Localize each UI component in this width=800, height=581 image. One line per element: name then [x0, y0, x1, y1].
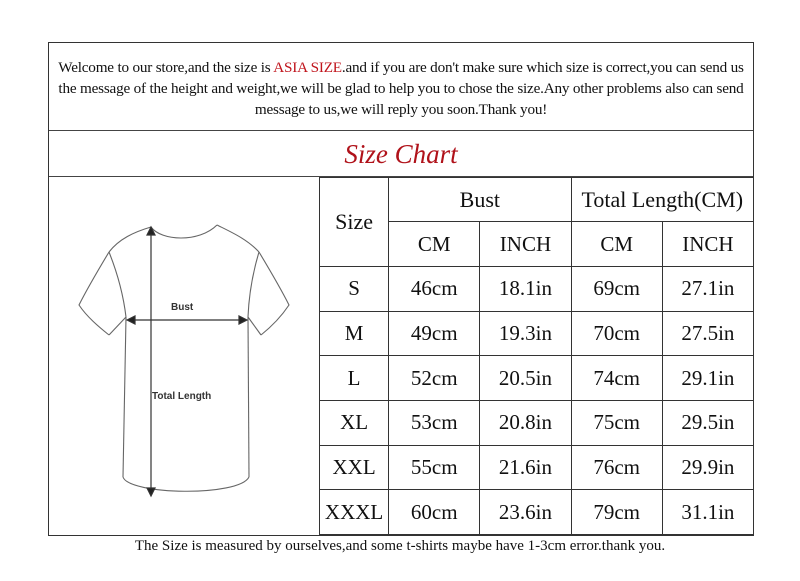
- length-cm-cell: 69cm: [571, 267, 662, 312]
- bust-cm-cell: 52cm: [389, 356, 480, 401]
- table-row: [320, 311, 754, 356]
- unit-header-length-cm: CM: [571, 222, 662, 267]
- size-header: Size: [320, 178, 389, 267]
- table-row: [320, 400, 754, 445]
- table-row: [320, 356, 754, 401]
- size-cell: XXL: [320, 445, 389, 490]
- bust-cm-cell: 60cm: [389, 490, 480, 535]
- bust-inch-cell: 20.5in: [480, 356, 571, 401]
- length-cm-cell: 70cm: [571, 311, 662, 356]
- length-cm-cell: 79cm: [571, 490, 662, 535]
- table-row: [320, 490, 754, 535]
- bust-cm-cell: 55cm: [389, 445, 480, 490]
- bust-inch-cell: 21.6in: [480, 445, 571, 490]
- bust-cm-cell: 53cm: [389, 400, 480, 445]
- length-cm-cell: 74cm: [571, 356, 662, 401]
- asia-size-highlight: ASIA SIZE: [273, 59, 342, 76]
- title-row: [49, 131, 753, 177]
- table-row: [320, 445, 754, 490]
- size-cell: M: [320, 311, 389, 356]
- bust-inch-cell: 20.8in: [480, 400, 571, 445]
- store-notice: [49, 43, 753, 131]
- length-inch-cell: 29.1in: [662, 356, 753, 401]
- bust-inch-cell: 18.1in: [480, 267, 571, 312]
- bust-group-header: Bust: [389, 178, 571, 222]
- table-row: [320, 267, 754, 312]
- unit-header-length-inch: INCH: [662, 222, 753, 267]
- bust-inch-cell: 19.3in: [480, 311, 571, 356]
- notice-text-2: .and if you are don't make sure which size is correct,you can send us the message of the height and weight,we will be glad to help you to chose the size.Any other problems also can send message to us,we will reply you soon.Thank you!: [58, 59, 744, 118]
- total-length-label: Total Length: [152, 391, 212, 402]
- size-table: [319, 177, 754, 535]
- tshirt-diagram: [49, 177, 319, 535]
- bust-inch-cell: 23.6in: [480, 490, 571, 535]
- size-chart-frame: [48, 42, 754, 536]
- length-inch-cell: 29.9in: [662, 445, 753, 490]
- length-inch-cell: 29.5in: [662, 400, 753, 445]
- bust-cm-cell: 46cm: [389, 267, 480, 312]
- unit-header-bust-cm: CM: [389, 222, 480, 267]
- length-inch-cell: 27.1in: [662, 267, 753, 312]
- size-cell: S: [320, 267, 389, 312]
- measurement-disclaimer: The Size is measured by ourselves,and some t-shirts maybe have 1-3cm error.thank you.: [134, 538, 666, 554]
- bust-label: Bust: [171, 302, 194, 313]
- size-cell: XXXL: [320, 490, 389, 535]
- size-cell: L: [320, 356, 389, 401]
- length-inch-cell: 27.5in: [662, 311, 753, 356]
- size-cell: XL: [320, 400, 389, 445]
- size-chart-title: Size Chart: [344, 139, 458, 169]
- tshirt-icon: [49, 177, 319, 535]
- length-inch-cell: 31.1in: [662, 490, 753, 535]
- length-cm-cell: 75cm: [571, 400, 662, 445]
- unit-header-bust-inch: INCH: [480, 222, 571, 267]
- length-group-header: Total Length(CM): [571, 178, 753, 222]
- notice-text-1: Welcome to our store,and the size is: [58, 59, 274, 76]
- length-cm-cell: 76cm: [571, 445, 662, 490]
- bust-cm-cell: 49cm: [389, 311, 480, 356]
